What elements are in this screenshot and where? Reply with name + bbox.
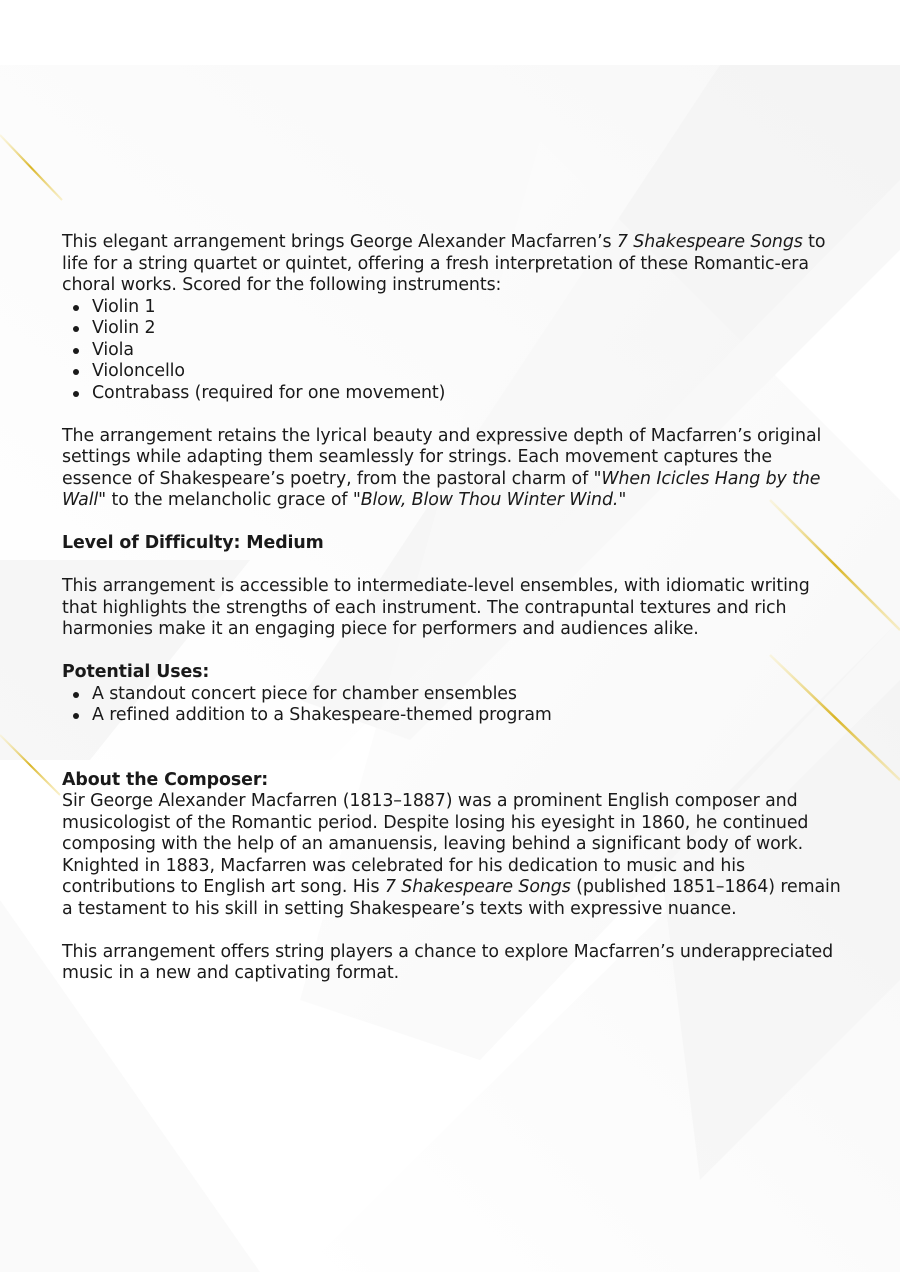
difficulty-heading: Level of Difficulty: Medium bbox=[62, 533, 324, 553]
list-item: Violin 1 bbox=[92, 297, 842, 319]
composer-text-start: Sir George Alexander Macfarren (1813–1887) was a prominent English composer and musicologist of the Romantic period. Despite losing his eyesight in 1860, he continued composing with the help of an amanuensis, leaving behind a significant body of work. Knighted in 1883, Macfarren was celebrated for his dedication to music and his contributions to English art song. His bbox=[62, 791, 809, 897]
list-item: A refined addition to a Shakespeare-themed program bbox=[92, 705, 842, 727]
arrangement-paragraph bbox=[62, 426, 842, 512]
list-item: Violoncello bbox=[92, 361, 842, 383]
list-item: Violin 2 bbox=[92, 318, 842, 340]
intro-text-end: to life for a string quartet or quintet, offering a fresh interpretation of these Romantic-era choral works. Scored for the following instruments: bbox=[62, 232, 826, 295]
song-title-icicles: "When Icicles Hang by the Wall" bbox=[62, 468, 821, 510]
composer-paragraph bbox=[62, 791, 842, 920]
intro-text-start: This elegant arrangement brings George Alexander Macfarren’s bbox=[62, 232, 617, 252]
intro-paragraph bbox=[62, 232, 842, 297]
document-body bbox=[62, 232, 842, 985]
song-title-winter-wind: "Blow, Blow Thou Winter Wind." bbox=[352, 490, 627, 510]
arrangement-text-start: The arrangement retains the lyrical beauty and expressive depth of Macfarren’s original settings while adapting them seamlessly for strings. Each movement captures the essence of Shakespeare’s poetry, from the pastoral charm of bbox=[62, 425, 822, 489]
arrangement-text-middle: to the melancholic grace of bbox=[106, 490, 353, 510]
composer-work-title: 7 Shakespeare Songs bbox=[384, 877, 571, 897]
closing-paragraph: This arrangement offers string players a chance to explore Macfarren’s underappreciated music in a new and captivating format. bbox=[62, 941, 834, 983]
uses-list bbox=[62, 684, 842, 727]
list-item: A standout concert piece for chamber ensembles bbox=[92, 684, 842, 706]
work-title: 7 Shakespeare Songs bbox=[616, 232, 803, 252]
list-item: Contrabass (required for one movement) bbox=[92, 383, 842, 405]
composer-heading: About the Composer: bbox=[62, 769, 269, 790]
composer-text-end: (published 1851–1864) remain a testament to his skill in setting Shakespeare’s texts with expressive nuance. bbox=[62, 877, 841, 919]
list-item: Viola bbox=[92, 340, 842, 362]
instrument-list bbox=[62, 297, 842, 405]
difficulty-paragraph: This arrangement is accessible to intermediate-level ensembles, with idiomatic writing that highlights the strengths of each instrument. The contrapuntal textures and rich harmonies make it an engaging piece for performers and audiences alike. bbox=[62, 576, 810, 639]
uses-heading: Potential Uses: bbox=[62, 662, 210, 682]
